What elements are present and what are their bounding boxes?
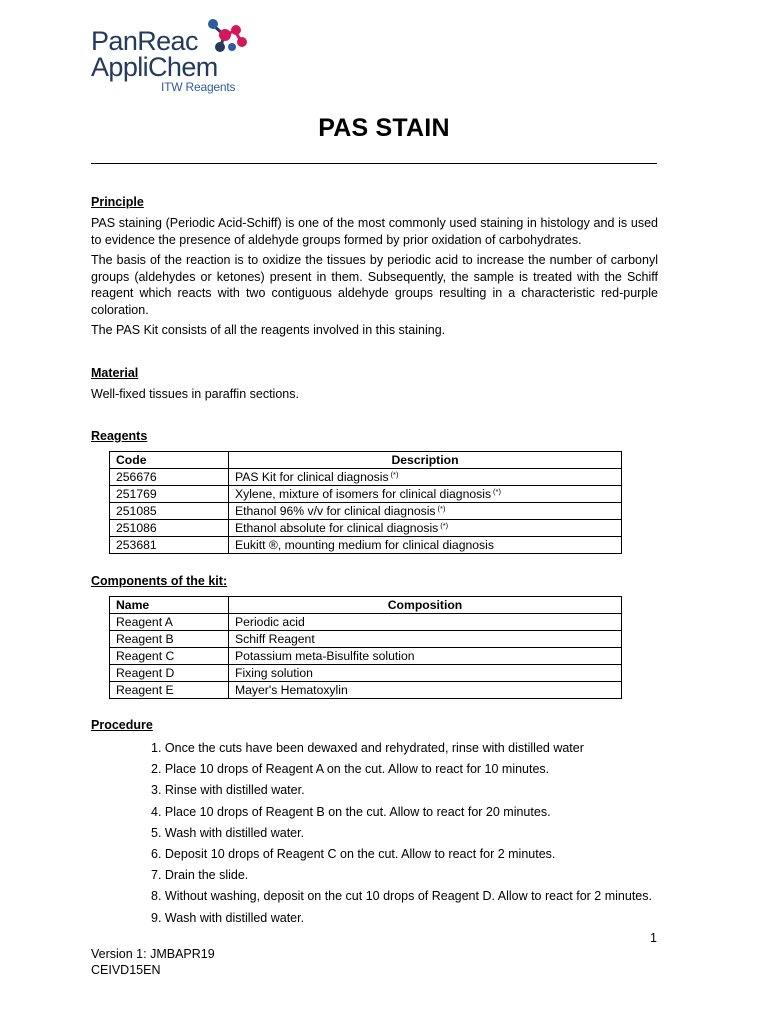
column-header-code: Code (110, 452, 229, 469)
table-row (110, 682, 622, 699)
footnote-marker: (*) (493, 486, 501, 496)
logo-line1: PanReac (91, 26, 198, 56)
reagent-code: 253681 (110, 537, 229, 554)
reagent-code: 256676 (110, 469, 229, 486)
component-composition: Potassium meta-Bisulfite solution (229, 648, 622, 665)
reagents-heading: Reagents (91, 429, 148, 443)
material-heading: Material (91, 366, 139, 380)
component-name: Reagent A (110, 614, 229, 631)
component-composition: Fixing solution (229, 665, 622, 682)
page-number: 1 (650, 931, 657, 945)
logo-line2: AppliChem (91, 52, 218, 82)
reagents-table (109, 451, 622, 554)
reagent-description: Ethanol absolute for clinical diagnosis (235, 520, 439, 535)
principle-heading: Principle (91, 195, 144, 209)
reagent-description-cell (229, 520, 622, 537)
procedure-steps (91, 739, 652, 930)
table-row (110, 469, 622, 486)
component-name: Reagent E (110, 682, 229, 699)
list-item: 2. Place 10 drops of Reagent A on the cut. Allow to react for 10 minutes. (151, 762, 550, 777)
component-name: Reagent B (110, 631, 229, 648)
principle-paragraph-1: PAS staining (Periodic Acid-Schiff) is one of the most commonly used staining in histology and is used to evidence the presence of aldehyde groups formed by prior oxidation of carbohydrates. (91, 216, 658, 247)
page-title: PAS STAIN (318, 114, 450, 142)
table-row (110, 614, 622, 631)
table-row (110, 537, 622, 554)
reagent-description-cell (229, 469, 622, 486)
component-composition: Schiff Reagent (229, 631, 622, 648)
table-row (110, 486, 622, 503)
reagent-description-cell (229, 537, 622, 554)
component-composition: Mayer's Hematoxylin (229, 682, 622, 699)
molecule-logo-icon (203, 16, 249, 56)
list-item: 6. Deposit 10 drops of Reagent C on the cut. Allow to react for 2 minutes. (151, 846, 556, 861)
list-item: 7. Drain the slide. (151, 868, 249, 883)
component-name: Reagent C (110, 648, 229, 665)
components-table (109, 596, 622, 699)
reagent-description-cell (229, 503, 622, 520)
list-item: 1. Once the cuts have been dewaxed and rehydrated, rinse with distilled water (151, 741, 584, 755)
footnote-marker: (*) (390, 469, 399, 479)
table-row (110, 503, 622, 520)
component-composition: Periodic acid (229, 614, 622, 631)
footer-version: Version 1: JMBAPR19 (91, 947, 215, 961)
table-header-row (110, 452, 622, 469)
title-divider (91, 163, 657, 164)
list-item: 4. Place 10 drops of Reagent B on the cut. Allow to react for 20 minutes. (151, 804, 551, 819)
table-row (110, 665, 622, 682)
table-header-row (110, 597, 622, 614)
column-header-description: Description (229, 452, 622, 469)
list-item: 9. Wash with distilled water. (151, 910, 305, 925)
footer-code: CEIVD15EN (91, 963, 161, 977)
reagent-code: 251086 (110, 520, 229, 537)
list-item: 5. Wash with distilled water. (151, 825, 305, 840)
principle-paragraph-3: The PAS Kit consists of all the reagents involved in this staining. (91, 323, 446, 337)
reagent-description: PAS Kit for clinical diagnosis (235, 469, 389, 484)
reagent-description: Eukitt ®, mounting medium for clinical diagnosis (235, 537, 494, 552)
components-heading: Components of the kit: (91, 574, 228, 588)
component-name: Reagent D (110, 665, 229, 682)
table-row (110, 631, 622, 648)
list-item: 8. Without washing, deposit on the cut 10 drops of Reagent D. Allow to react for 2 minutes. (151, 889, 652, 904)
table-row (110, 648, 622, 665)
column-header-name: Name (110, 597, 229, 614)
table-row (110, 520, 622, 537)
material-text: Well-fixed tissues in paraffin sections. (91, 387, 299, 401)
list-item: 3. Rinse with distilled water. (151, 783, 305, 798)
procedure-heading: Procedure (91, 718, 153, 732)
reagent-description-cell (229, 486, 622, 503)
company-logo (91, 16, 251, 98)
footnote-marker: (*) (437, 503, 446, 513)
reagent-code: 251085 (110, 503, 229, 520)
principle-paragraph-2: The basis of the reaction is to oxidize the tissues by periodic acid to increase the number of carbonyl groups (aldehydes or ketones) present in them. Subsequently, the sample is treated with the Schiff reagent which reacts with two contiguous aldehyde groups resulting in a characteristic red-purple coloration. (91, 253, 658, 317)
reagent-description: Ethanol 96% v/v for clinical diagnosis (235, 503, 436, 518)
reagent-code: 251769 (110, 486, 229, 503)
logo-subtitle: ITW Reagents (161, 80, 236, 94)
reagent-description: Xylene, mixture of isomers for clinical diagnosis (235, 486, 492, 501)
footnote-marker: (*) (440, 520, 449, 530)
column-header-composition: Composition (229, 597, 622, 614)
